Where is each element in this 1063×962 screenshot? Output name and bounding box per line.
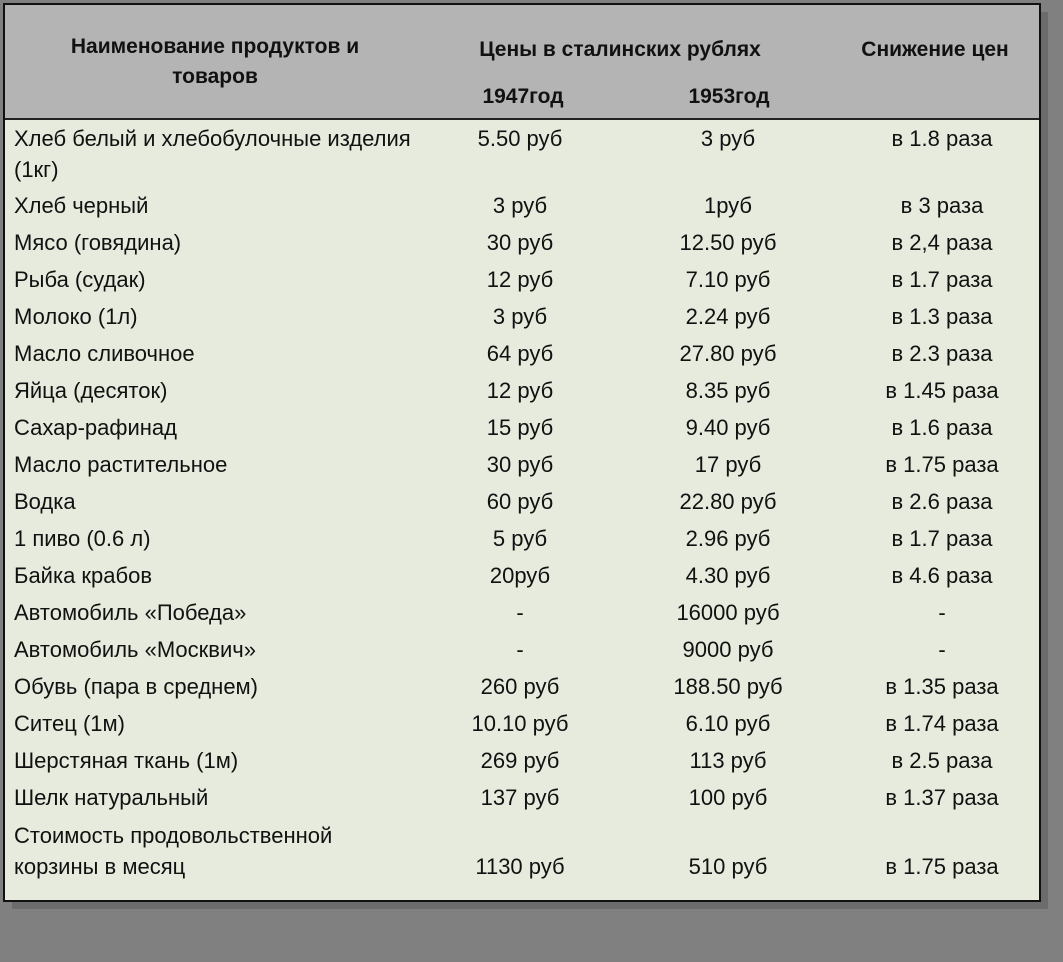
price-1947: 269 руб <box>480 748 560 773</box>
price-1953: 16000 руб <box>676 600 780 625</box>
price-1947: 20руб <box>489 563 551 588</box>
price-1953: 510 руб <box>688 854 768 879</box>
header-name: Наименование продуктов и товаров <box>70 35 360 88</box>
table-row <box>5 446 1039 483</box>
table-row <box>5 483 1039 520</box>
price-reduction: в 1.6 раза <box>891 415 993 440</box>
product-name: Байка крабов <box>14 563 153 588</box>
table-row <box>5 335 1039 372</box>
price-reduction: в 1.8 раза <box>891 126 993 151</box>
product-name: 1 пиво (0.6 л) <box>14 526 151 551</box>
price-1953: 2.96 руб <box>685 526 771 551</box>
header-reduction: Снижение цен <box>861 38 1009 61</box>
price-1947: 12 руб <box>486 267 554 292</box>
price-1947: 10.10 руб <box>471 711 569 736</box>
price-1947: 137 руб <box>480 785 560 810</box>
price-1947: 5 руб <box>492 526 548 551</box>
table-row <box>5 520 1039 557</box>
table-row <box>5 668 1039 705</box>
price-reduction: в 1.35 раза <box>885 674 999 699</box>
price-1953: 113 руб <box>689 748 767 773</box>
product-name: Обувь (пара в среднем) <box>14 674 259 699</box>
price-reduction: в 1.74 раза <box>885 711 999 736</box>
product-name: Хлеб белый и хлебобулочные изделия (1кг) <box>14 126 411 182</box>
price-1953: 12.50 руб <box>679 230 777 255</box>
price-1953: 3 руб <box>700 126 756 151</box>
product-name: Автомобиль «Москвич» <box>14 637 256 662</box>
price-1947: 12 руб <box>486 378 554 403</box>
price-reduction: в 2.6 раза <box>891 489 993 514</box>
table-row <box>5 123 1039 187</box>
product-name: Молоко (1л) <box>14 304 138 329</box>
table-row <box>5 409 1039 446</box>
price-1947: 3 руб <box>492 304 548 329</box>
price-1953: 9.40 руб <box>685 415 771 440</box>
table-row <box>5 742 1039 779</box>
price-table-body <box>5 123 1039 885</box>
price-reduction: в 1.45 раза <box>885 378 999 403</box>
table-row <box>5 779 1039 816</box>
table-row <box>5 298 1039 335</box>
table-row <box>5 557 1039 594</box>
price-reduction: - <box>938 600 946 625</box>
table-header <box>5 5 1039 120</box>
price-reduction: в 1.3 раза <box>891 304 993 329</box>
price-1947: 15 руб <box>486 415 554 440</box>
table-row <box>5 261 1039 298</box>
price-1947: 260 руб <box>480 674 560 699</box>
price-1953: 188.50 руб <box>673 674 783 699</box>
price-reduction: в 2.3 раза <box>891 341 993 366</box>
price-reduction: в 2,4 раза <box>891 230 993 255</box>
price-1953: 17 руб <box>694 452 762 477</box>
table-row <box>5 705 1039 742</box>
price-1953: 4.30 руб <box>685 563 771 588</box>
product-name: Ситец (1м) <box>14 711 125 736</box>
price-1953: 7.10 руб <box>685 267 771 292</box>
price-1947: - <box>516 637 524 662</box>
price-reduction: в 1.75 раза <box>885 854 999 879</box>
price-reduction: в 1.7 раза <box>891 267 993 292</box>
product-name: Хлеб черный <box>14 193 149 218</box>
table-row <box>5 631 1039 668</box>
table-row <box>5 187 1039 224</box>
price-1953: 8.35 руб <box>685 378 771 403</box>
price-1953: 1руб <box>703 193 753 218</box>
product-name: Рыба (судак) <box>14 267 146 292</box>
price-1947: 1130 руб <box>475 854 565 879</box>
table-row <box>5 224 1039 261</box>
product-name: Масло растительное <box>14 452 228 477</box>
price-1947: 60 руб <box>486 489 554 514</box>
price-1947: 30 руб <box>486 230 554 255</box>
product-name: Масло сливочное <box>14 341 195 366</box>
price-reduction: - <box>938 637 946 662</box>
price-1947: - <box>516 600 524 625</box>
product-name: Сахар-рафинад <box>14 415 178 440</box>
product-name: Шелк натуральный <box>14 785 209 810</box>
table-row <box>5 372 1039 409</box>
header-year-1947: 1947год <box>482 85 564 108</box>
product-name: Мясо (говядина) <box>14 230 182 255</box>
table-row <box>5 594 1039 631</box>
price-1947: 5.50 руб <box>477 126 563 151</box>
price-reduction: в 1.75 раза <box>885 452 999 477</box>
header-year-1953: 1953год <box>688 85 770 108</box>
header-prices: Цены в сталинских рублях <box>479 38 761 61</box>
price-1953: 100 руб <box>688 785 768 810</box>
price-reduction: в 3 раза <box>900 193 984 218</box>
price-table <box>3 3 1041 902</box>
price-reduction: в 1.37 раза <box>885 785 999 810</box>
product-name: Стоимость продовольственной корзины в месяц <box>14 822 333 879</box>
price-reduction: в 1.7 раза <box>891 526 993 551</box>
product-name: Водка <box>14 489 76 514</box>
price-reduction: в 2.5 раза <box>891 748 993 773</box>
table-row <box>5 816 1039 885</box>
price-reduction: в 4.6 раза <box>891 563 993 588</box>
price-1947: 30 руб <box>486 452 554 477</box>
product-name: Яйца (десяток) <box>14 378 168 403</box>
price-1953: 6.10 руб <box>685 711 771 736</box>
product-name: Автомобиль «Победа» <box>14 600 247 625</box>
price-1953: 22.80 руб <box>679 489 777 514</box>
product-name: Шерстяная ткань (1м) <box>14 748 239 773</box>
price-1947: 64 руб <box>486 341 554 366</box>
price-1947: 3 руб <box>492 193 548 218</box>
price-1953: 2.24 руб <box>685 304 771 329</box>
price-1953: 27.80 руб <box>679 341 777 366</box>
price-1953: 9000 руб <box>682 637 774 662</box>
